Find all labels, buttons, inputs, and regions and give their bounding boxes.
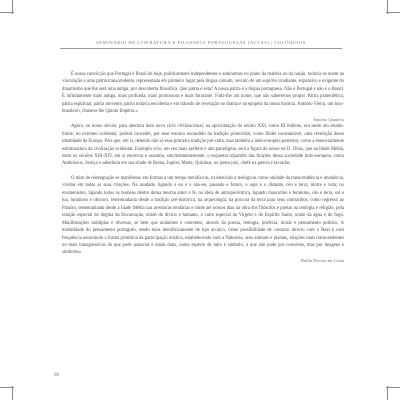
- quote-attribution: Dalila Pereira da Costa: [300, 257, 344, 263]
- crop-mark-top-right: [380, 0, 400, 20]
- crop-mark-top-left: [0, 0, 20, 20]
- body-paragraph: Agora, no nosso século, para abertura dum novo ciclo civilizacional, na aproximação do século XXI, como III milénio, era neste um estado-limite, no extremo ocidental, poderá conceder, por esse tesouro escondido da tradição primordial, como fôlder incomutável, uma revelação desse identidade da Europa. Pois que, em si, detendo não só essa primeira tradição pré-celta, mas também a indo-europeia posterior, como a essencialmente estruturadora da civilização ocidental. Exemplo vivo, em seu mais perfeito e alto paradigma, será a figura do nosso rei D. Dinis, que na Idade Média, entre os séculos XIII-XIV, em si encerrou e assumiu, sincretamentemente, o esquema tripartido das funções dessa sociedade indo-europeia, como Ambrósius, Justiça e sabedoria em sua tríade de Roma, Jupiter, Marte, Quirinus, no poeta-juiz, chefe na guerra e lavrador.: [62, 124, 344, 167]
- quote-paragraph: É nossa convicção que Portugal e Brasil de hoje, politicamente independentes e autónomos no plano da matéria ou da nação, todavia se unem na vinculação a uma pátria transcendente, representada em primeiro lugar pela língua comum, veículo de um espírito irradiante, expansivo e exigente do dinamismo que lhe será uma antiga, por descoberta filosófica. Que pátria é esta? A nossa pátria é a língua portuguesa. Não é Portugal e não é o Brasil. É infinitamente mais antiga, mais profunda, mais promissora e mais futurante. Falta-lhe um nome, que não saberemos propor. Pátria pamediética, pátria espiritual, pátria movente, pátria todavia encoberta e em trânsito de revelação no drama e na epopeia da nossa história. António Vieira, um luso-brasileiro, chamou-lhe Quinto Império.»: [62, 72, 344, 115]
- page-body: [62, 71, 344, 264]
- header-rule: [60, 48, 342, 49]
- running-header: SEMINÁRIO DE LITERATURA E FILOSOFIA PORTUGUESAS (ACTAS) | COLÓQUIOS: [96, 40, 306, 45]
- page-number: 60: [54, 373, 59, 378]
- crop-mark-bottom-right: [380, 380, 400, 400]
- quote-attribution: António Quadros: [313, 116, 344, 122]
- body-paragraph: O mito de reintegração se manifestou em formas a um tempo metafísicas, existenciais e teológicas como unidade da transcendência e imanência, vividas em todas as suas criações. Na saudade, ligando o eu e o não-eu, passado e futuro, o aqui e o distante, céu e terra, morte e vida; no ecumenismo, ligando todos os homens dentro duma mesma amor e fé, na ideia de antropocêntrica, ligando masculino e feminino, céu e terra, sol e lua, luminoso e obscuro, testemunhada desde a tradição pré-histórica, na arqueologia; na procura da terra para seus contraditos, como regresso ao Paraíso, testemunhada desde a Idade Média nas aventuras tendárias e sinde até nossos dias na obra dos filósofos e poetas na teologia e religião, pela relação especial do dogma da Encarnação, unido do divino e humano, o culto especial da Virgem e do Espírito Santo, união da água e do fogo. Manifestações múltiplas e diversas, se bem que unânimes e coerentes, através da poesia, teologia, profecia, moral e pensamento político. A modalidade do pensamento português, sendo mais metafisicamente de tipo arcaico, como possibilidade de contacto directo com o Real é com frequência assumindo a forma primitiva da participação mística, estabelecendo com a Natureza, seus animais e plantas, relações mais transcendentes ou mais transgressivas do que pode anunciar e ainda mais, numa espécie de mito e símbolo, o que não pode por conceitos, mas por imagens e símbolos»: [62, 175, 344, 256]
- crop-mark-bottom-left: [0, 380, 20, 400]
